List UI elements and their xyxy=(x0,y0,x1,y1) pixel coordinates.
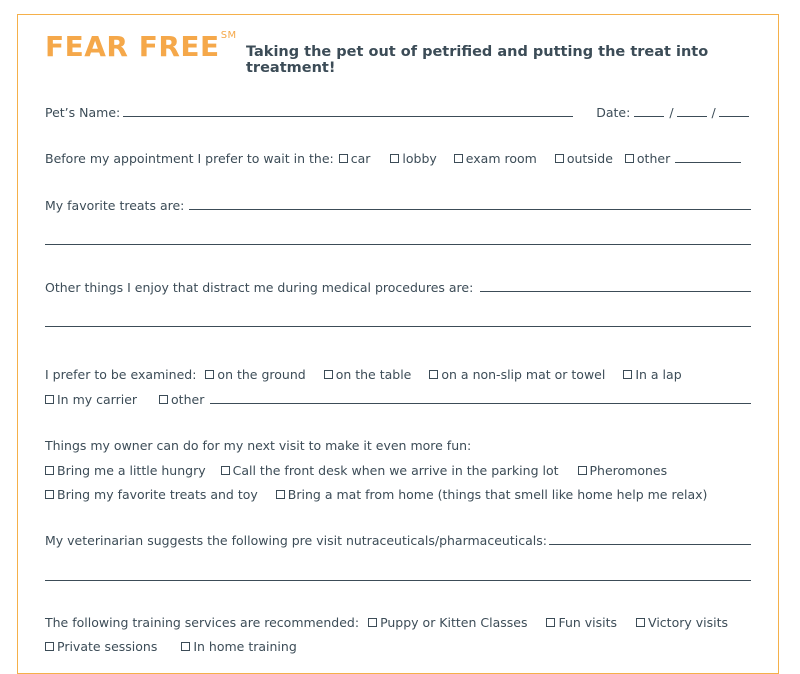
option-label: Victory visits xyxy=(648,615,728,630)
checkbox[interactable] xyxy=(324,370,333,379)
option-label: In home training xyxy=(193,639,297,654)
training-label: The following training services are recommended: xyxy=(45,615,360,630)
training-option-classes[interactable] xyxy=(368,615,527,630)
checkbox[interactable] xyxy=(339,154,348,163)
examined-option-lap[interactable] xyxy=(623,367,681,382)
date-separator: / xyxy=(711,105,716,120)
option-label: on the ground xyxy=(217,367,306,382)
checkbox[interactable] xyxy=(221,466,230,475)
option-label: Puppy or Kitten Classes xyxy=(380,615,528,630)
owner-row-2 xyxy=(45,482,707,502)
training-option-victory-visits[interactable] xyxy=(636,615,728,630)
date-month-field[interactable] xyxy=(634,116,664,117)
pet-name-field[interactable] xyxy=(123,116,573,117)
option-label: In my carrier xyxy=(57,392,138,407)
owner-option-call-desk[interactable] xyxy=(221,463,559,478)
examined-other-field[interactable] xyxy=(210,403,751,404)
checkbox[interactable] xyxy=(45,466,54,475)
logo-text: FEAR FREE xyxy=(45,30,220,63)
tagline: Taking the pet out of petrified and putting the treat into treatment! xyxy=(246,44,709,76)
training-row-2 xyxy=(45,634,297,654)
examined-label: I prefer to be examined: xyxy=(45,367,197,382)
date-day-field[interactable] xyxy=(677,116,707,117)
checkbox[interactable] xyxy=(45,395,54,404)
checkbox[interactable] xyxy=(454,154,463,163)
owner-option-treats-toy[interactable] xyxy=(45,487,258,502)
wait-other-field[interactable] xyxy=(675,162,741,163)
examined-option-mat[interactable] xyxy=(429,367,605,382)
examined-option-ground[interactable] xyxy=(205,367,305,382)
wait-option-exam-room[interactable] xyxy=(454,151,537,166)
checkbox[interactable] xyxy=(276,490,285,499)
checkbox[interactable] xyxy=(368,618,377,627)
distract-label: Other things I enjoy that distract me during medical procedures are: xyxy=(45,280,474,295)
owner-option-pheromones[interactable] xyxy=(578,463,668,478)
checkbox[interactable] xyxy=(623,370,632,379)
checkbox[interactable] xyxy=(546,618,555,627)
option-label: other xyxy=(171,392,205,407)
option-label: Private sessions xyxy=(57,639,158,654)
vet-label: My veterinarian suggests the following pre visit nutraceuticals/pharmaceuticals: xyxy=(45,533,547,548)
treats-row xyxy=(45,193,751,213)
checkbox[interactable] xyxy=(429,370,438,379)
vet-field[interactable] xyxy=(549,544,751,545)
distract-field[interactable] xyxy=(480,291,751,292)
owner-label-row xyxy=(45,433,471,453)
option-label: In a lap xyxy=(635,367,682,382)
examined-row xyxy=(45,362,682,382)
checkbox[interactable] xyxy=(625,154,634,163)
treats-field-line2[interactable] xyxy=(45,244,751,245)
option-label: on a non-slip mat or towel xyxy=(441,367,606,382)
wait-row xyxy=(45,146,741,166)
examined-option-table[interactable] xyxy=(324,367,412,382)
treats-field[interactable] xyxy=(189,209,751,210)
checkbox[interactable] xyxy=(390,154,399,163)
wait-option-car[interactable] xyxy=(339,151,371,166)
option-label: Call the front desk when we arrive in the parking lot xyxy=(232,463,559,478)
owner-option-hungry[interactable] xyxy=(45,463,206,478)
checkbox[interactable] xyxy=(578,466,587,475)
distract-row xyxy=(45,275,751,295)
checkbox[interactable] xyxy=(555,154,564,163)
date-separator: / xyxy=(669,105,674,120)
checkbox[interactable] xyxy=(636,618,645,627)
fear-free-logo xyxy=(45,30,237,63)
examined-option-carrier[interactable] xyxy=(45,392,137,407)
distract-field-line2[interactable] xyxy=(45,326,751,327)
option-label: Bring a mat from home (things that smell like home help me relax) xyxy=(287,487,708,502)
option-label: Pheromones xyxy=(589,463,668,478)
pet-name-row xyxy=(45,100,749,120)
owner-row-1 xyxy=(45,458,667,478)
checkbox[interactable] xyxy=(205,370,214,379)
option-label: other xyxy=(636,151,671,166)
option-label: car xyxy=(350,151,371,166)
wait-option-lobby[interactable] xyxy=(390,151,436,166)
date-label: Date: xyxy=(596,105,631,120)
logo-service-mark: SM xyxy=(220,29,237,41)
pet-name-label: Pet’s Name: xyxy=(45,105,121,120)
option-label: on the table xyxy=(335,367,412,382)
owner-option-mat[interactable] xyxy=(276,487,708,502)
training-option-fun-visits[interactable] xyxy=(546,615,617,630)
examined-option-other[interactable] xyxy=(159,392,204,407)
option-label: exam room xyxy=(465,151,537,166)
option-label: lobby xyxy=(402,151,437,166)
examined-row-2 xyxy=(45,387,751,407)
owner-label: Things my owner can do for my next visit to make it even more fun: xyxy=(45,438,472,453)
vet-field-line2[interactable] xyxy=(45,580,751,581)
wait-option-outside[interactable] xyxy=(555,151,613,166)
training-option-in-home[interactable] xyxy=(181,639,296,654)
date-year-field[interactable] xyxy=(719,116,749,117)
checkbox[interactable] xyxy=(45,490,54,499)
checkbox[interactable] xyxy=(159,395,168,404)
training-row xyxy=(45,610,728,630)
option-label: outside xyxy=(566,151,613,166)
wait-label: Before my appointment I prefer to wait in the: xyxy=(45,151,334,166)
vet-row xyxy=(45,528,751,548)
training-option-private[interactable] xyxy=(45,639,157,654)
option-label: Fun visits xyxy=(558,615,618,630)
treats-label: My favorite treats are: xyxy=(45,198,185,213)
option-label: Bring my favorite treats and toy xyxy=(57,487,258,502)
option-label: Bring me a little hungry xyxy=(57,463,206,478)
wait-option-other[interactable] xyxy=(625,151,670,166)
